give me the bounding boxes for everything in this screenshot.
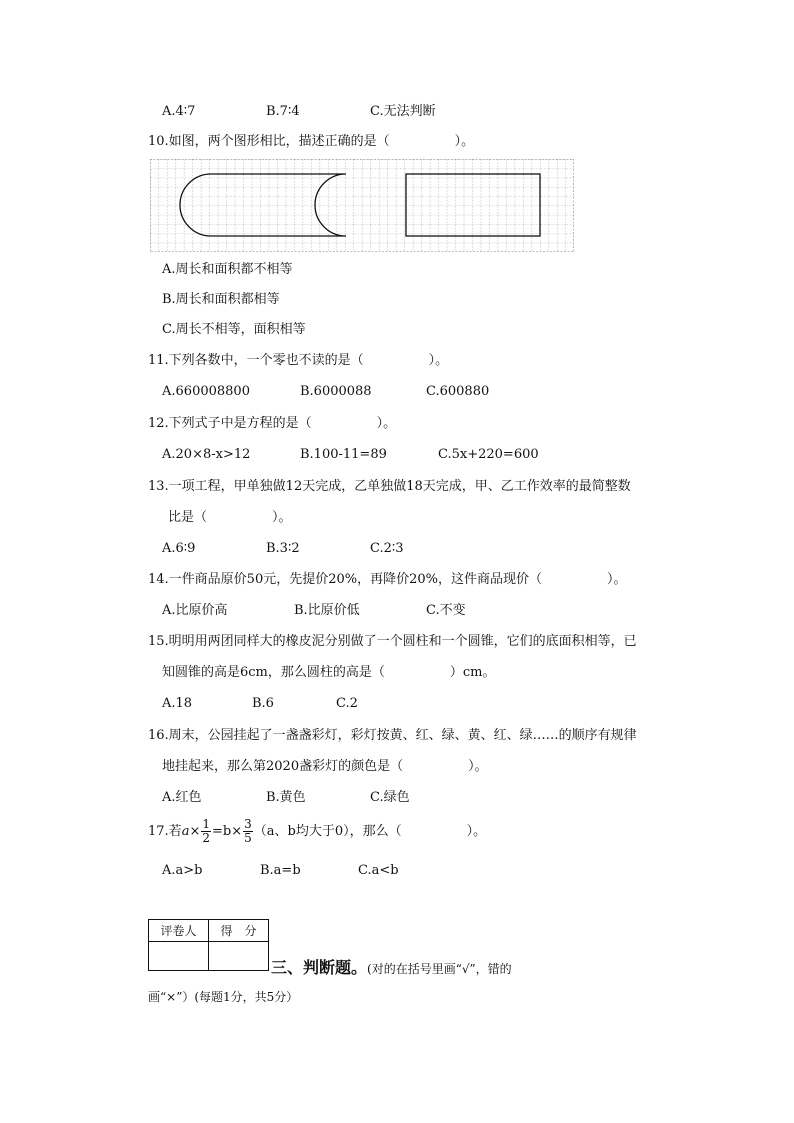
section3-heading: [271, 958, 512, 980]
q10-stem: 10.如图，两个图形相比，描述正确的是（ ）。: [148, 134, 475, 149]
q17-equals-b: =b: [212, 824, 232, 839]
q14-option-a[interactable]: A.比原价高: [162, 603, 228, 618]
q14-options: [162, 603, 562, 619]
q10-option-a[interactable]: A.周长和面积都不相等: [162, 262, 293, 277]
q13-options: [162, 541, 562, 557]
q14-option-b[interactable]: B.比原价低: [294, 603, 360, 618]
q14-stem: 14.一件商品原价50元，先提价20%，再降价20%，这件商品现价（ ）。: [148, 572, 627, 587]
q12-option-c[interactable]: C.5x+220=600: [438, 447, 539, 462]
q11-option-a[interactable]: A.660008800: [162, 384, 250, 399]
q16-option-b[interactable]: B.黄色: [266, 790, 306, 805]
q16-options: [162, 790, 562, 806]
q15-option-b[interactable]: B.6: [252, 696, 274, 711]
q11-options: [162, 384, 562, 400]
q17-option-b[interactable]: B.a=b: [260, 863, 301, 878]
score-box: [148, 919, 269, 971]
score-cell[interactable]: [209, 942, 269, 971]
q16-option-a[interactable]: A.红色: [162, 790, 202, 805]
q17-var-a: a: [181, 824, 190, 839]
q12-stem: 12.下列式子中是方程的是（ ）。: [148, 416, 397, 431]
q17-times-1: ×: [189, 824, 201, 839]
q15-options: [162, 696, 562, 712]
q13-option-a[interactable]: A.6∶9: [162, 541, 196, 556]
grid-figure: [150, 159, 574, 252]
reviewer-label: 评卷人: [149, 920, 209, 942]
q13-option-b[interactable]: B.3∶2: [266, 541, 300, 556]
q17-suffix: （a、b均大于0），那么（ ）。: [253, 824, 487, 839]
q17-option-c[interactable]: C.a<b: [358, 863, 399, 878]
q17-prefix: 17.若: [148, 824, 182, 839]
reviewer-cell[interactable]: [149, 942, 209, 971]
q10-figure: [150, 159, 574, 252]
q15-option-a[interactable]: A.18: [162, 696, 193, 711]
q9-option-b[interactable]: B.7∶4: [266, 104, 300, 119]
q16-stem-line1: 16.周末，公园挂起了一盏盏彩灯，彩灯按黄、红、绿、黄、红、绿……的顺序有规律: [148, 728, 637, 743]
section3-title: 三、判断题。: [271, 958, 368, 977]
q17-options: [162, 863, 562, 879]
q9-option-a[interactable]: A.4∶7: [162, 104, 196, 119]
q10-option-b[interactable]: B.周长和面积都相等: [162, 292, 280, 307]
q11-stem: 11.下列各数中，一个零也不读的是（ ）。: [148, 353, 449, 368]
q13-stem-line1: 13.一项工程，甲单独做12天完成，乙单独做18天完成，甲、乙工作效率的最简整数: [148, 479, 631, 494]
q13-stem-line2: 比是（ ）。: [168, 510, 292, 525]
q12-options: [162, 447, 562, 463]
section3-instruction-line2: 画“×”）(每题1分，共5分）: [148, 990, 299, 1004]
q17-fraction-2: [243, 818, 253, 845]
q16-stem-line2: 地挂起来，那么第2020盏彩灯的颜色是（ ）。: [162, 759, 488, 774]
q17-frac2-num: 3: [244, 817, 252, 831]
q9-options: [162, 104, 562, 120]
q12-option-a[interactable]: A.20×8-x>12: [162, 447, 251, 462]
q11-option-b[interactable]: B.6000088: [300, 384, 372, 399]
q9-option-c[interactable]: C.无法判断: [370, 104, 436, 119]
q15-option-c[interactable]: C.2: [336, 696, 358, 711]
q10-option-c[interactable]: C.周长不相等，面积相等: [162, 322, 306, 337]
q17-stem: [148, 817, 486, 849]
q15-stem-line1: 15.明明用两团同样大的橡皮泥分别做了一个圆柱和一个圆锥，它们的底面积相等，已: [148, 634, 637, 649]
section3-instruction-line1: (对的在括号里画“√”，错的: [367, 962, 512, 976]
q16-option-c[interactable]: C.绿色: [370, 790, 410, 805]
q17-frac1-num: 1: [202, 817, 210, 831]
score-label: 得 分: [209, 920, 269, 942]
q17-fraction-1: [201, 818, 211, 845]
q14-option-c[interactable]: C.不变: [426, 603, 466, 618]
q15-stem-line2: 知圆锥的高是6cm，那么圆柱的高是（ ）cm。: [162, 665, 496, 680]
q12-option-b[interactable]: B.100-11=89: [300, 447, 387, 462]
q13-option-c[interactable]: C.2∶3: [370, 541, 404, 556]
q17-option-a[interactable]: A.a>b: [162, 863, 203, 878]
q17-times-2: ×: [231, 824, 243, 839]
q17-frac1-den: 2: [202, 831, 210, 845]
q11-option-c[interactable]: C.600880: [426, 384, 490, 399]
q17-frac2-den: 5: [244, 831, 252, 845]
